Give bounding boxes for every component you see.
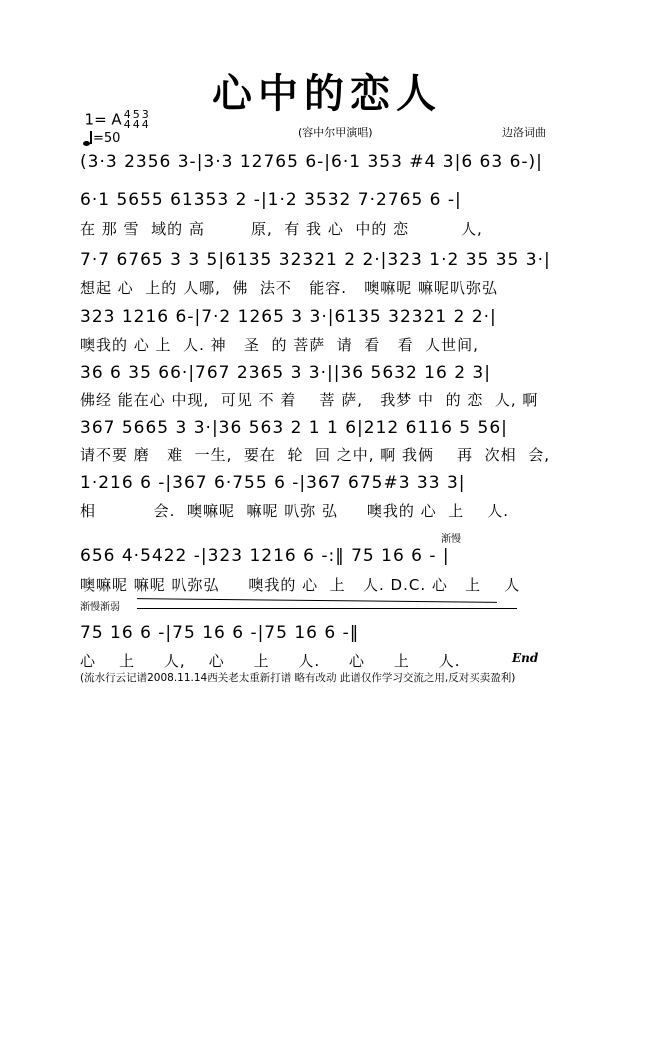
end-marking: End [512, 651, 539, 665]
key-label: 1= A [84, 110, 122, 129]
song-title: 心中的恋人 [212, 71, 442, 117]
time-signature-2: 5 4 [132, 108, 140, 131]
score-row-3-notes: 7·7 6765 3 3 5|6135 32321 2 2·|323 1·2 35 35 3·| [80, 250, 551, 270]
rit-marking: 渐慢 [441, 534, 461, 545]
score-row-8-notes: 656 4·5422 -|323 1216 6 -:‖ 75 16 6 - | [80, 546, 450, 566]
hairpin-upper [137, 598, 497, 603]
score-row-5-lyrics: 佛经 能在心 中现, 可见 不 着 菩 萨, 我梦 中 的 恋 人, 啊 [80, 391, 539, 409]
time-signature-3: 3 4 [141, 108, 149, 131]
score-row-9-lyrics: 心 上 人, 心 上 人. 心 上 人. [80, 652, 461, 670]
quarter-note-icon [85, 131, 92, 144]
score-row-2-lyrics: 在 那 雪 域的 高 原, 有 我 心 中的 恋 人, [80, 220, 483, 238]
score-row-1-notes: (3·3 2356 3-|3·3 12765 6-|6·1 353 #4 3|6 63 6-)| [80, 152, 543, 172]
score-row-6-notes: 367 5665 3 3·|36 563 2 1 1 6|212 6116 5 56| [80, 418, 508, 438]
score-row-7-lyrics: 相 会. 噢嘛呢 嘛呢 叭弥 弘 噢我的 心 上 人. [80, 502, 510, 520]
score-row-6-lyrics: 请不要 磨 难 一生, 要在 轮 回 之中, 啊 我俩 再 次相 会, [80, 446, 550, 464]
score-row-4-lyrics: 噢我的 心 上 人. 神 圣 的 菩萨 请 看 看 人世间, [80, 336, 479, 354]
score-row-9-notes: 75 16 6 -|75 16 6 -|75 16 6 -‖ [80, 623, 360, 643]
tempo-value: =50 [93, 131, 121, 146]
rit-dim-marking: 渐慢渐弱 [80, 602, 120, 613]
footer-note: (流水行云记谱2008.11.14西关老太重新打谱 略有改动 此谱仅作学习交流之用,反对买卖盈利) [80, 672, 516, 684]
score-row-7-notes: 1·216 6 -|367 6·755 6 -|367 675#3 33 3| [80, 473, 466, 493]
composer-credit: 边洛词曲 [502, 126, 546, 139]
singer-credit: (容中尔甲演唱) [298, 126, 373, 139]
score-row-2-notes: 6·1 5655 61353 2 -|1·2 3532 7·2765 6 -| [80, 190, 462, 210]
time-signature-1: 4 4 [123, 108, 131, 131]
hairpin-lower [137, 608, 517, 609]
score-row-3-lyrics: 想起 心 上的 人哪, 佛 法不 能容. 噢嘛呢 嘛呢叭弥弘 [80, 279, 499, 297]
key-signature [75, 92, 149, 130]
score-row-4-notes: 323 1216 6-|7·2 1265 3 3·|6135 32321 2 2·| [80, 307, 497, 327]
score-row-8-lyrics: 噢嘛呢 嘛呢 叭弥弘 噢我的 心 上 人. D.C. 心 上 人 [80, 576, 521, 594]
tempo-marking [85, 131, 120, 146]
score-row-5-notes: 36 6 35 66·|767 2365 3 3·||36 5632 16 2 3| [80, 363, 491, 383]
